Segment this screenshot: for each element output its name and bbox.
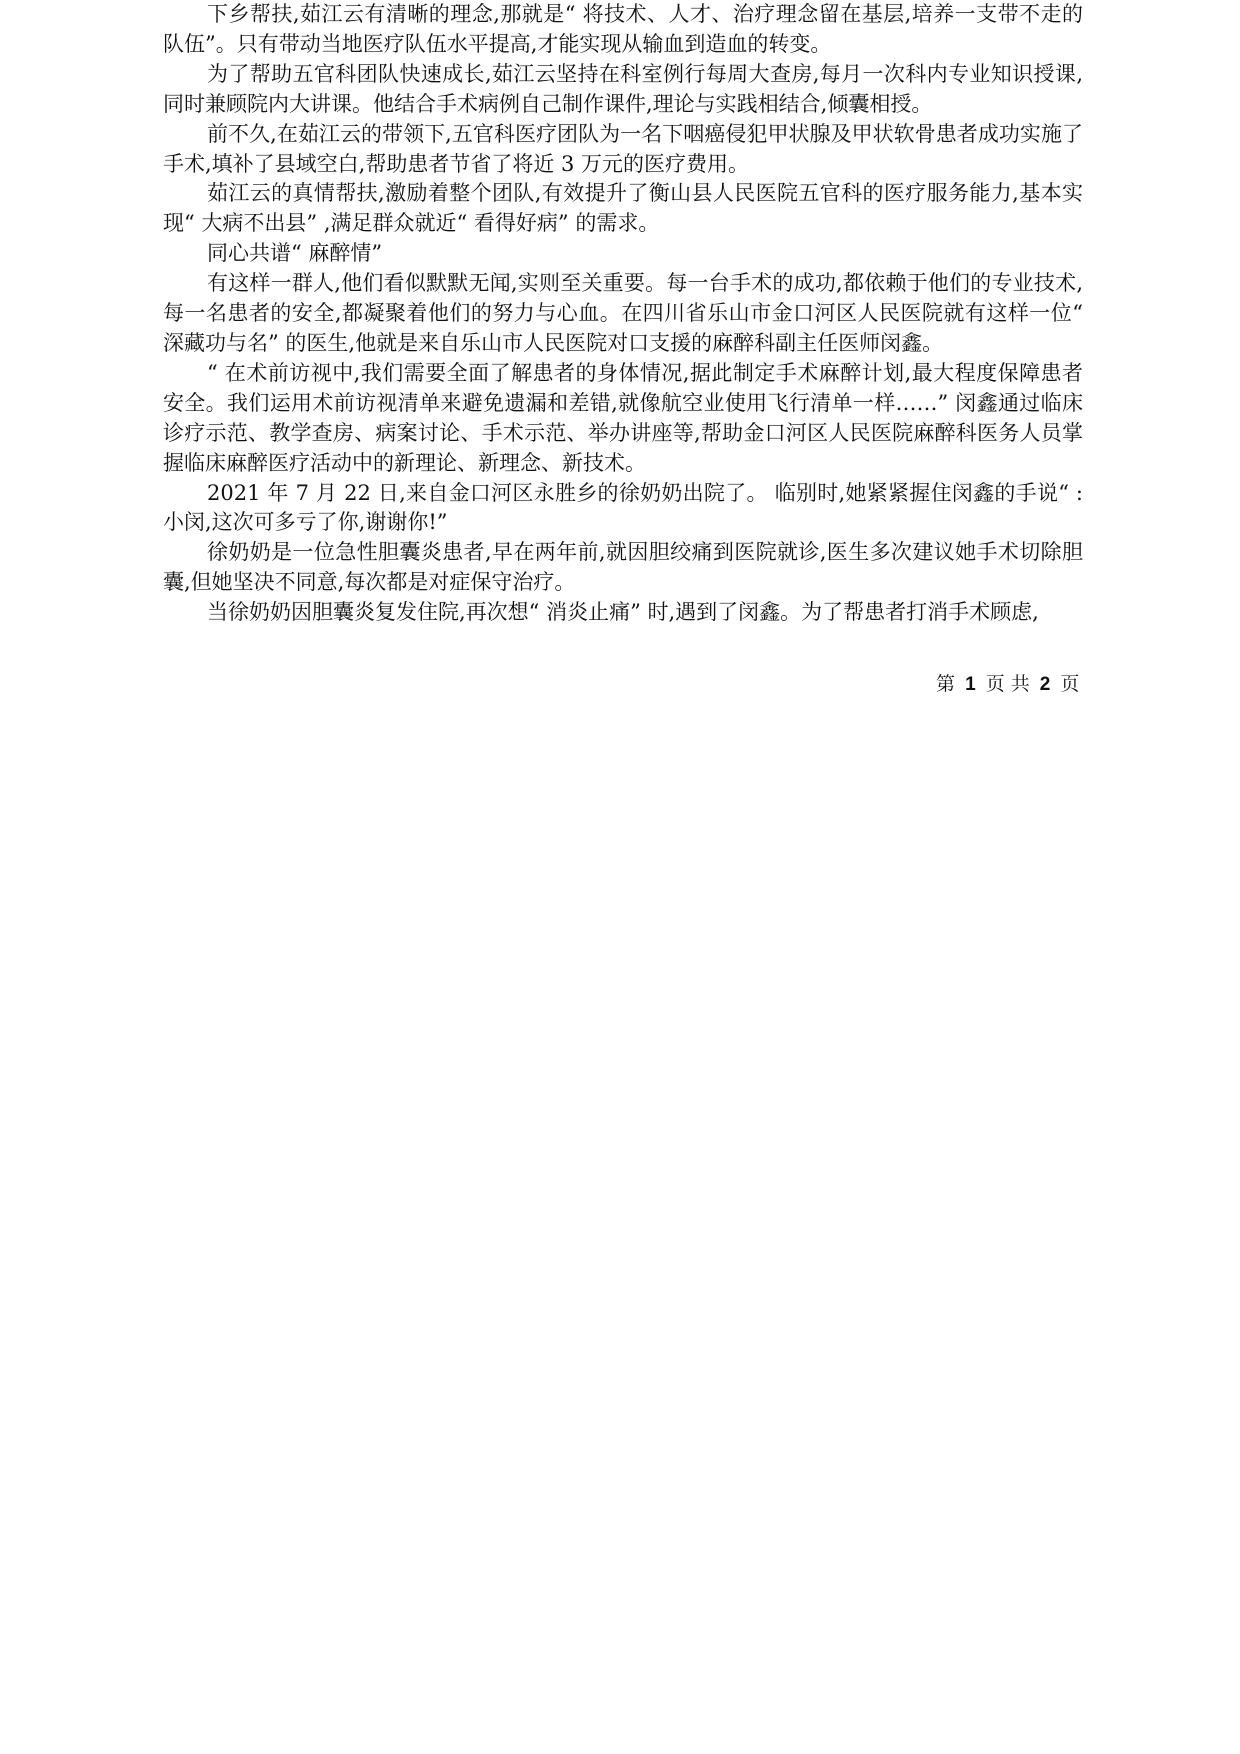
- paragraph-1: 下乡帮扶,茹江云有清晰的理念,那就是“ 将技术、人才、治疗理念留在基层,培养一支带不走的队伍”。只有带动当地医疗队伍水平提高,才能实现从输血到造血的转变。: [163, 2, 1083, 56]
- body-text: [163, 0, 1083, 628]
- footer-middle: 页 共: [985, 673, 1030, 695]
- footer-prefix: 第: [936, 673, 956, 695]
- section-heading: 同心共谱“ 麻醉情”: [207, 241, 383, 266]
- paragraph-2: 为了帮助五官科团队快速成长,茹江云坚持在科室例行每周大查房,每月一次科内专业知识授课,同时兼顾院内大讲课。他结合手术病例自己制作课件,理论与实践相结合,倾囊相授。: [163, 61, 1083, 116]
- paragraph-6: 有这样一群人,他们看似默默无闻,实则至关重要。每一台手术的成功,都依赖于他们的专业技术,每一名患者的安全,都凝聚着他们的努力与心血。在四川省乐山市金口河区人民医院就有这样一位“ 深藏功与名” 的医生,他就是来自乐山市人民医院对口支援的麻醉科副主任医师闵鑫。: [163, 271, 1083, 355]
- paragraph-8: 2021 年 7 月 22 日,来自金口河区永胜乡的徐奶奶出院了。 临别时,她紧紧握住闵鑫的手说“ :小闵,这次可多亏了你,谢谢你!”: [163, 480, 1083, 535]
- paragraph-3: 前不久,在茹江云的带领下,五官科医疗团队为一名下咽癌侵犯甲状腺及甲状软骨患者成功实施了手术,填补了县域空白,帮助患者节省了将近 3 万元的医疗费用。: [163, 121, 1083, 176]
- page-footer: [936, 672, 1079, 697]
- paragraph-10: 当徐奶奶因胆囊炎复发住院,再次想“ 消炎止痛” 时,遇到了闵鑫。为了帮患者打消手术顾虑,: [207, 600, 1039, 625]
- paragraph-9: 徐奶奶是一位急性胆囊炎患者,早在两年前,就因胆绞痛到医院就诊,医生多次建议她手术切除胆囊,但她坚决不同意,每次都是对症保守治疗。: [163, 540, 1083, 595]
- current-page-number: 1: [965, 674, 976, 695]
- paragraph-7: “ 在术前访视中,我们需要全面了解患者的身体情况,据此制定手术麻醉计划,最大程度保障患者安全。我们运用术前访视清单来避免遗漏和差错,就像航空业使用飞行清单一样……” 闵鑫通过临床诊疗示范、教学查房、病案讨论、手术示范、举办讲座等,帮助金口河区人民医院麻醉科医务人员掌握临床麻醉医疗活动中的新理论、新理念、新技术。: [163, 360, 1083, 475]
- footer-suffix: 页: [1060, 673, 1080, 695]
- total-page-number: 2: [1039, 674, 1051, 695]
- paragraph-4: 茹江云的真情帮扶,激励着整个团队,有效提升了衡山县人民医院五官科的医疗服务能力,基本实现“ 大病不出县” ,满足群众就近“ 看得好病” 的需求。: [163, 181, 1083, 236]
